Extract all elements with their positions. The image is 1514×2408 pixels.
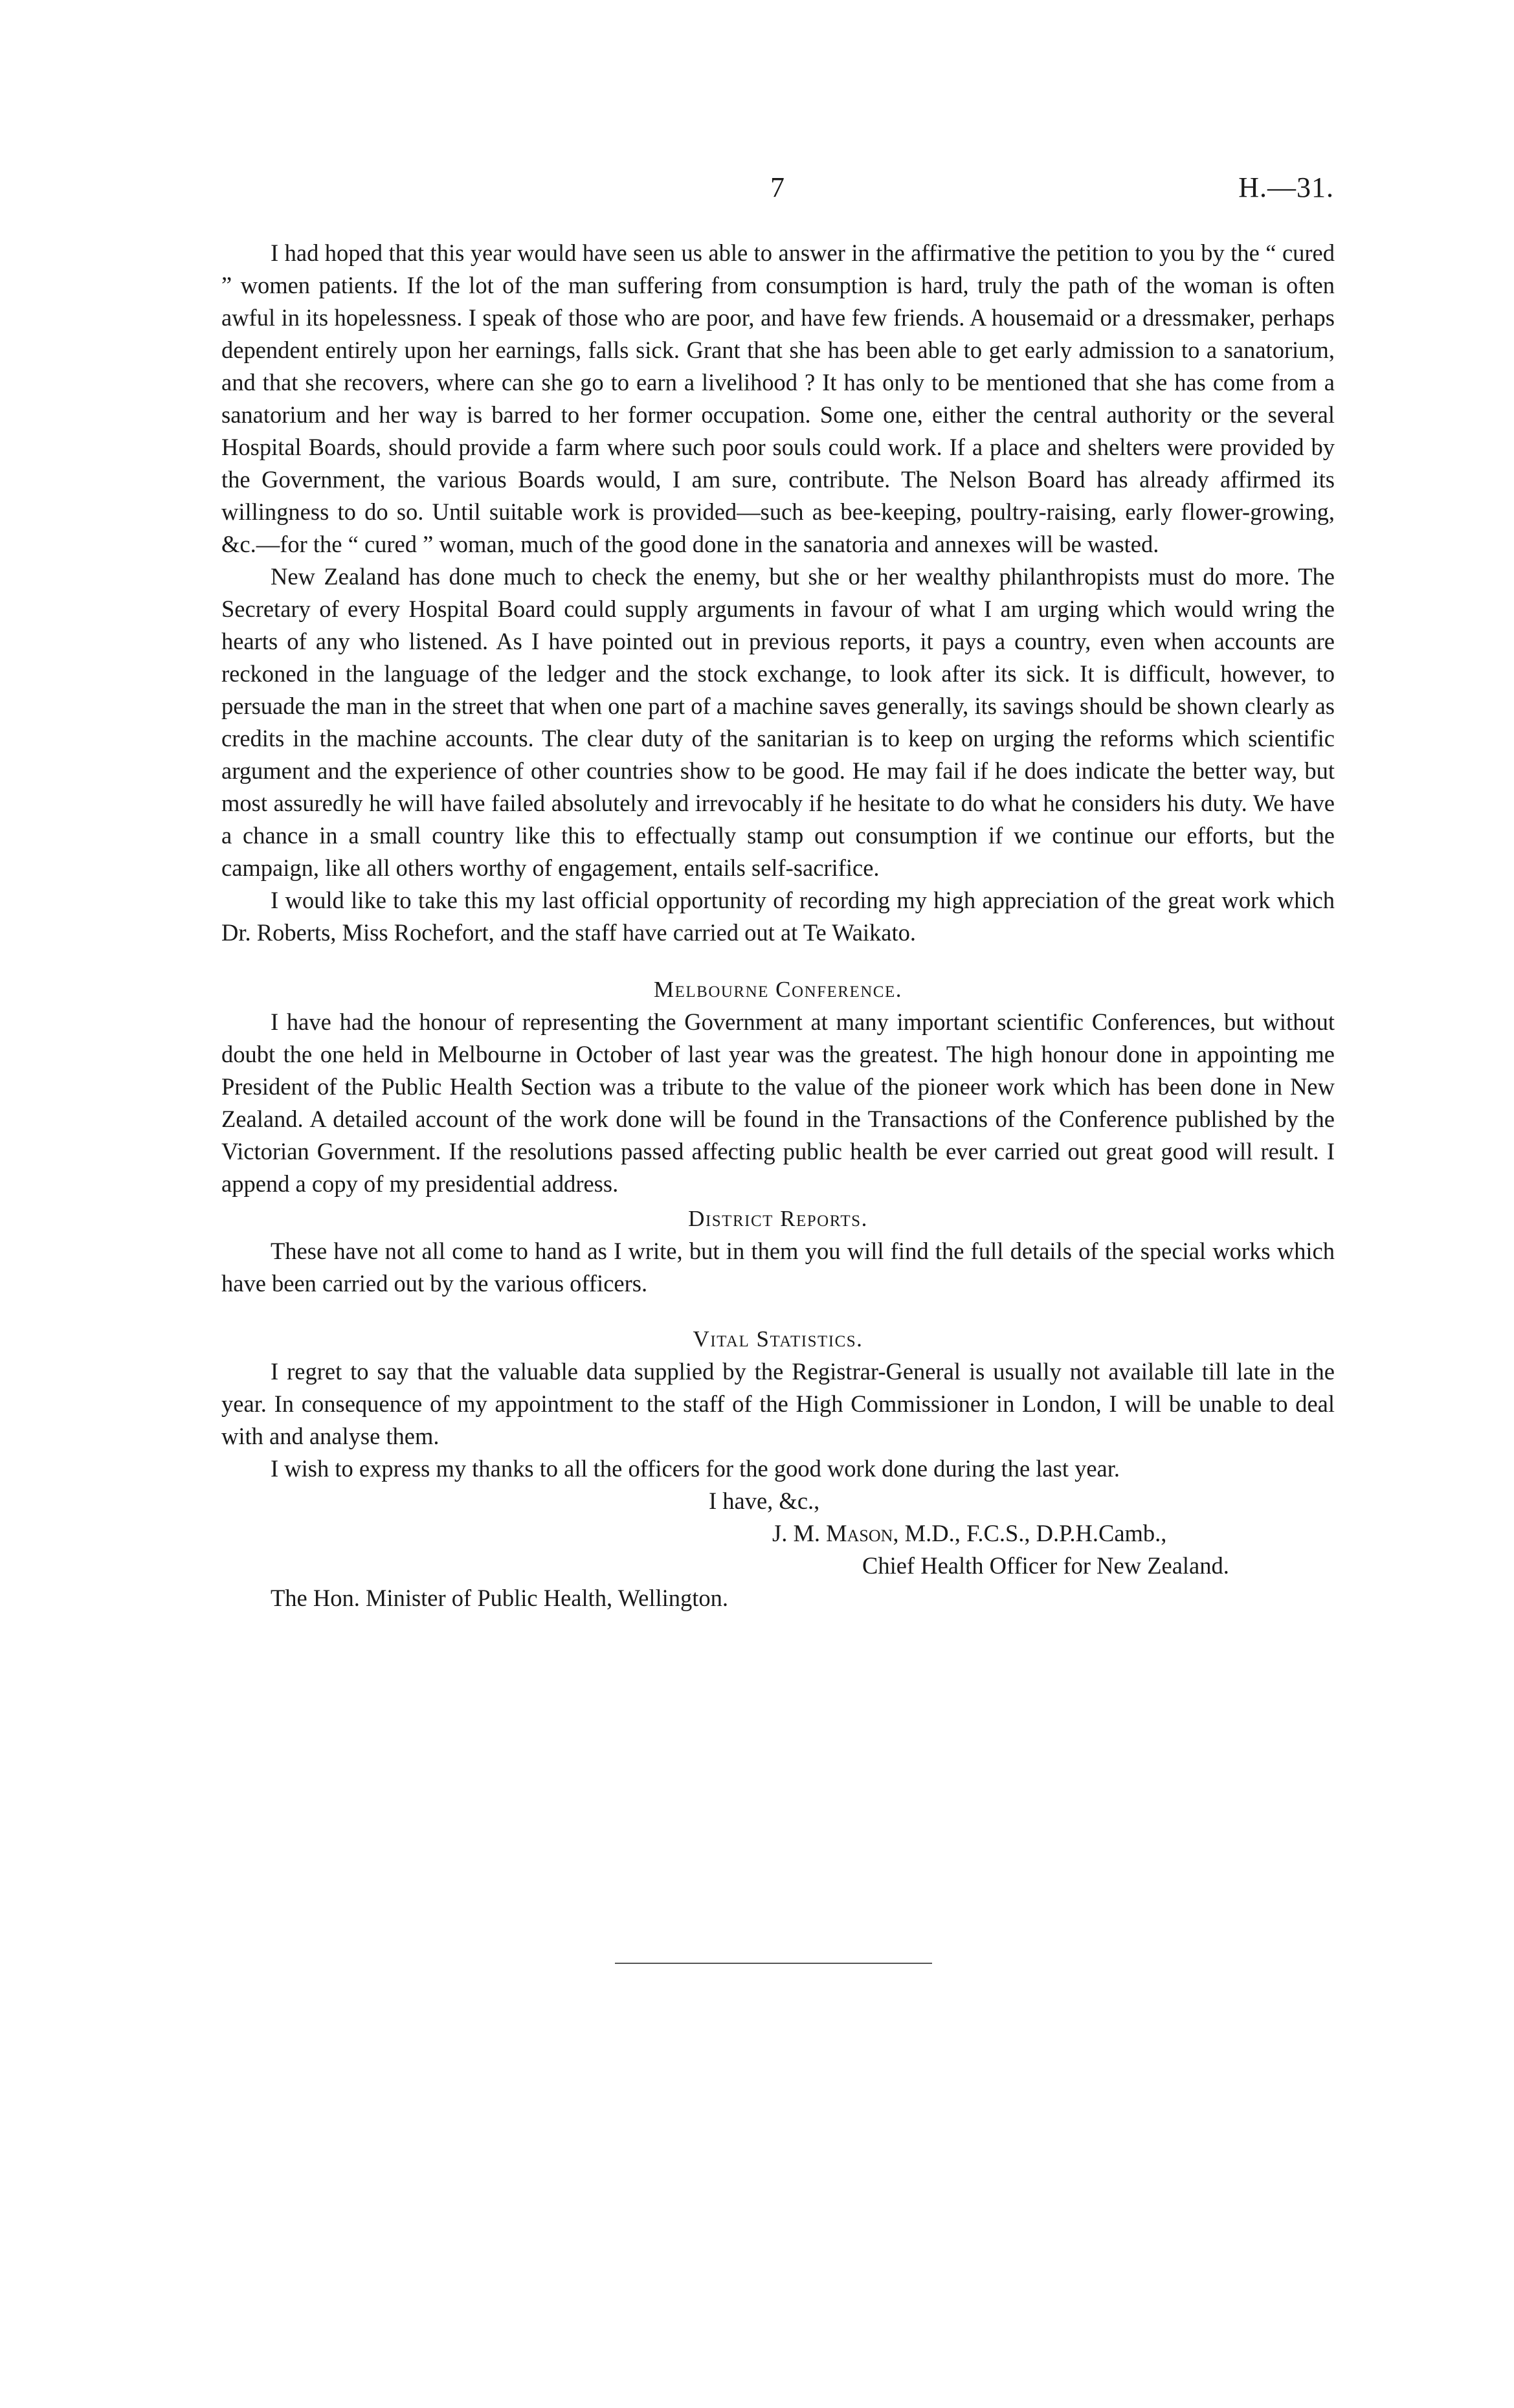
closing-rule [615, 1963, 932, 1964]
paragraph-vital-statistics: I regret to say that the valuable data supplied by the Registrar-General is usually not available till late in the year. In consequence of my appointment to the staff of the High Commissioner in London, I will be unable to deal with and analyse them. [221, 1358, 1335, 1449]
page-number: 7 [770, 172, 785, 203]
paragraph-cured-women: I had hoped that this year would have seen us able to answer in the affirmative the petition to you by the “ cured ” women patients. If the lot of the man suffering from consumption is hard, truly the path of the woman is often awful in its hopelessness. I speak of those who are poor, and have few friends. A housemaid or a dressmaker, perhaps dependent entirely upon her earnings, falls sick. Grant that she has been able to get early admission to a sanatorium, and that she recovers, where can she go to earn a livelihood ? It has only to be mentioned that she has come from a sanatorium and her way is barred to her former occupation. Some one, either the central authority or the several Hospital Boards, should provide a farm where such poor souls could work. If a place and shelters were provided by the Government, the various Boards would, I am sure, contribute. The Nelson Board has already affirmed its willingness to do so. Until suitable work is provided—such as bee-keeping, poultry-raising, early flower-growing, &c.—for the “ cured ” woman, much of the good done in the sanatoria and annexes will be wasted. [221, 240, 1335, 557]
paragraph-appreciation: I would like to take this my last official opportunity of recording my high appreciation of the great work which Dr. Roberts, Miss Rochefort, and the staff have carried out at Te Waikato. [221, 887, 1335, 946]
heading-district-reports: District Reports. [688, 1206, 868, 1231]
paragraph-new-zealand-efforts: New Zealand has done much to check the enemy, but she or her wealthy philanthropists must do more. The Secretary of every Hospital Board could supply arguments in favour of what I am urging which would wring the hearts of any who listened. As I have pointed out in previous reports, it pays a country, even when accounts are reckoned in the language of the ledger and the stock exchange, to look after its sick. It is difficult, however, to persuade the man in the street that when one part of a machine saves generally, its savings should be shown clearly as credits in the machine accounts. The clear duty of the sanitarian is to keep on urging the reforms which scientific argument and the experience of other countries show to be good. He may fail if he does indicate the better way, but most assuredly he will have failed absolutely and irrevocably if he hesitate to do what he considers his duty. We have a chance in a small country like this to effectually stamp out consumption if we continue our efforts, but the campaign, like all others worthy of engagement, entails self-sacrifice. [221, 563, 1335, 881]
paragraph-melbourne-conference: I have had the honour of representing the Government at many important scientific Conferences, but without doubt the one held in Melbourne in October of last year was the greatest. The high honour done in appointing me President of the Public Health Section was a tribute to the value of the pioneer work which has been done in New Zealand. A detailed account of the work done will be found in the Transactions of the Conference published by the Victorian Government. If the resolutions passed affecting public health be ever carried out great good will result. I append a copy of my presidential address. [221, 1009, 1335, 1197]
signature-surname: Mason [826, 1520, 893, 1546]
report-body [221, 237, 1335, 1614]
document-reference: H.—31. [1238, 172, 1334, 203]
signatory-title: Chief Health Officer for New Zealand. [862, 1552, 1229, 1579]
paragraph-district-reports: These have not all come to hand as I write, but in them you will find the full details of the special works which have been carried out by the various officers. [221, 1238, 1335, 1297]
signature-prefix: J. M. [772, 1520, 827, 1546]
addressee: The Hon. Minister of Public Health, Wellington. [271, 1585, 729, 1611]
closing-greeting: I have, &c., [709, 1488, 820, 1514]
heading-vital-statistics: Vital Statistics. [693, 1326, 863, 1352]
heading-melbourne-conference: Melbourne Conference. [653, 977, 903, 1002]
signature-suffix: , M.D., F.C.S., D.P.H.Camb., [893, 1520, 1167, 1546]
signature-line [221, 1517, 1335, 1550]
paragraph-thanks: I wish to express my thanks to all the officers for the good work done during the last year. [271, 1455, 1120, 1482]
